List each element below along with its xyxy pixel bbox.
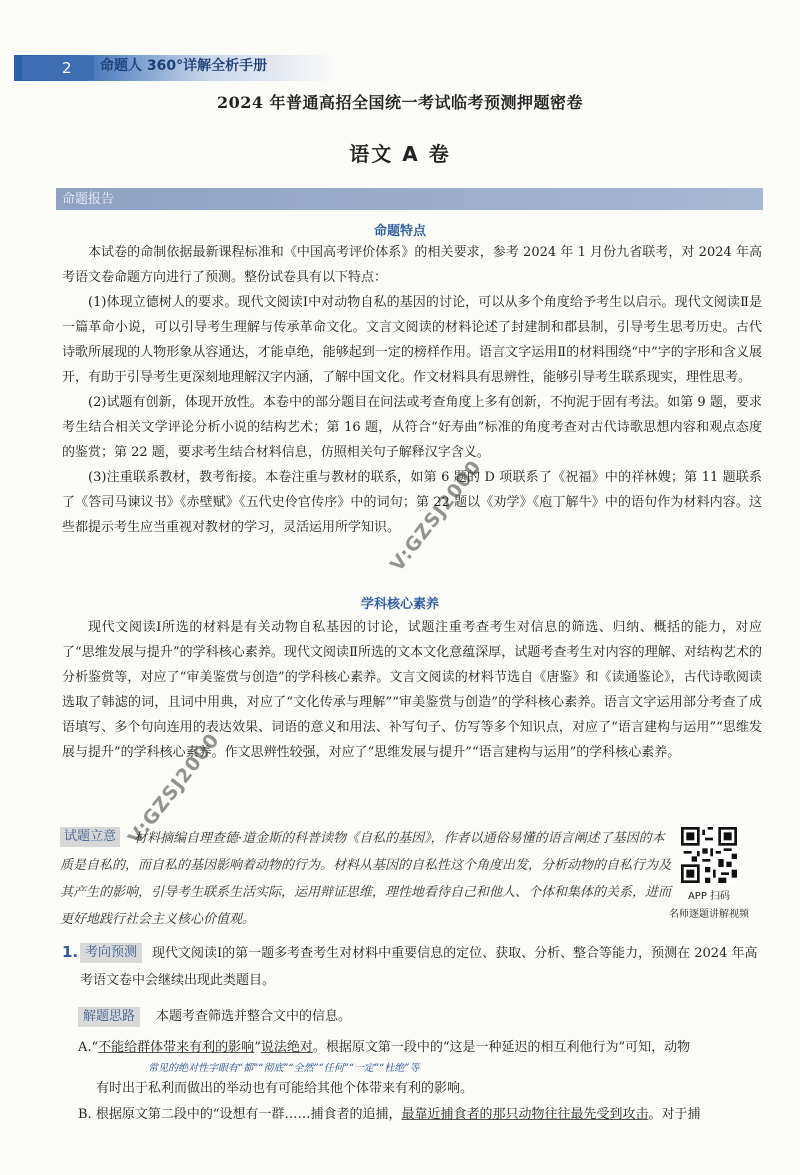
option-b-rest: 。对于捕	[648, 1107, 701, 1122]
option-b-underlined: 最靠近捕食者的那只动物往往最先受到攻击	[401, 1107, 649, 1122]
running-header	[14, 55, 344, 81]
qr-caption-scan: APP 扫码	[687, 891, 731, 902]
watermark: V:GZSJ2000	[124, 729, 225, 849]
intent-text: 材料摘编自理查德·道金斯的科普读物《自私的基因》，作者以通俗易懂的语言阐述了基因的本质是自私的，而自私的基因影响着动物的行为。材料从基因的自私性这个角度出发，分析动物的自私行为及其产生的影响，引导考生联系生活实际，运用辩证思维，理性地看待自己和他人、个体和集体的关系，进而更好地践行社会主义核心价值观。	[60, 831, 672, 927]
literacy-body	[62, 615, 762, 765]
question-number: 1.	[62, 943, 79, 961]
option-a-rest: 。根据原文第一段中的“这是一种延迟的相互利他行为”可知，动物	[312, 1040, 691, 1055]
option-a-underlined: 不能给群体带来有利的影响	[98, 1040, 255, 1055]
q1-forecast-text: 现代文阅读Ⅰ的第一题多考查考生对材料中重要信息的定位、获取、分析、整合等能力，预测在 2024 年高考语文卷中会继续出现此类题目。	[80, 946, 758, 988]
book-title: 命题人 360°详解全析手册	[100, 58, 268, 74]
features-point-3: (3)注重联系教材，教考衔接。本卷注重与教材的联系，如第 6 题的 D 项联系了《祝福》中的祥林嫂；第 11 题联系了《答司马谏议书》《赤壁赋》《五代史伶官传序》中的词句；第 22 题以《劝学》《庖丁解牛》中的语句作为材料内容。这些都提示考生应当重视对教材的学习，灵活运用所学知识。	[62, 470, 762, 535]
option-b	[78, 1105, 768, 1125]
page-number: 2	[22, 56, 94, 80]
q1-forecast-tag: 考向预测	[80, 943, 142, 963]
features-intro: 本试卷的命制依据最新课程标准和《中国高考评价体系》的相关要求，参考 2024 年 1 月份九省联考，对 2024 年高考语文卷命题方向进行了预测。整份试卷具有以下特点：	[62, 245, 762, 285]
section-heading-literacy: 学科核心素养	[360, 597, 439, 612]
report-label: 命题报告	[62, 192, 115, 207]
report-banner	[56, 188, 763, 210]
features-point-2: (2)试题有创新，体现开放性。本卷中的部分题目在问法或考查角度上多有创新，不拘泥于固有考法。如第 9 题，要求考生结合相关文学评论分析小说的结构艺术；第 16 题，从符合“好寿曲”标准的角度考查对古代诗歌思想内容和观点态度的鉴赏；第 22 题，要求考生结合材料信息，仿照相关句子解释汉字含义。	[62, 395, 762, 460]
option-a-underlined-2: 说法绝对	[260, 1040, 313, 1055]
exam-title: 2024 年普通高招全国统一考试临考预测押题密卷	[216, 93, 584, 112]
option-a-prefix: A.“	[78, 1040, 99, 1055]
qr-code-icon[interactable]	[681, 827, 737, 883]
option-a-handwritten-note: 常见的绝对性字眼有“都”“彻底”“全然”“任何”“一定”“杜绝”等	[148, 1063, 420, 1074]
option-a-continuation: 有时出于私利而做出的举动也有可能给其他个体带来有利的影响。	[96, 1081, 474, 1096]
option-a-quote-close: ”	[254, 1040, 261, 1055]
qr-caption-video: 名师逐题讲解视频	[669, 909, 749, 920]
option-b-prefix: B. 根据原文第二段中的“设想有一群……捕食者的追捕，	[78, 1107, 402, 1122]
features-body	[62, 240, 762, 540]
option-a	[78, 1038, 768, 1058]
solve-approach-tag: 解题思路	[78, 1007, 140, 1027]
watermark: V:GZSJ2000	[386, 456, 487, 576]
solve-approach-text: 本题考查筛选并整合文中的信息。	[156, 1009, 352, 1024]
paper-title: 语文 A 卷	[349, 142, 451, 166]
intent-tag: 试题立意	[60, 827, 120, 847]
literacy-text: 现代文阅读Ⅰ所选的材料是有关动物自私基因的讨论，试题注重考查考生对信息的筛选、归纳、概括的能力，对应了“思维发展与提升”的学科核心素养。现代文阅读Ⅱ所选的文本文化意蕴深厚，试题考查考生对内容的理解、对结构艺术的分析鉴赏等，对应了“审美鉴赏与创造”的学科核心素养。文言文阅读的材料节选自《唐鉴》和《读通鉴论》，古代诗歌阅读选取了韩滤的词，且词中用典，对应了“文化传承与理解”“审美鉴赏与创造”的学科核心素养。语言文字运用部分考查了成语填写、多个句向连用的表达效果、词语的意义和用法、补写句子、仿写等多个知识点，对应了“语言建构与运用”“思维发展与提升”的学科核心素养。作文思辨性较强，对应了“思维发展与提升”“语言建构与运用”的学科核心素养。	[62, 620, 762, 760]
features-point-1: (1)体现立德树人的要求。现代文阅读Ⅰ中对动物自私的基因的讨论，可以从多个角度给予考生以启示。现代文阅读Ⅱ是一篇革命小说，可以引导考生理解与传承革命文化。文言文阅读的材料论述了封建制和郡县制，引导考生思考历史。古代诗歌所展现的人物形象从容通达，才能卓绝，能够起到一定的榜样作用。语言文字运用Ⅱ的材料围绕“中”字的字形和含义展开，有助于引导考生更深刻地理解汉字内涵，了解中国文化。作文材料具有思辨性，能够引导考生联系现实，理性思考。	[62, 295, 762, 385]
section-heading-features: 命题特点	[373, 224, 426, 239]
